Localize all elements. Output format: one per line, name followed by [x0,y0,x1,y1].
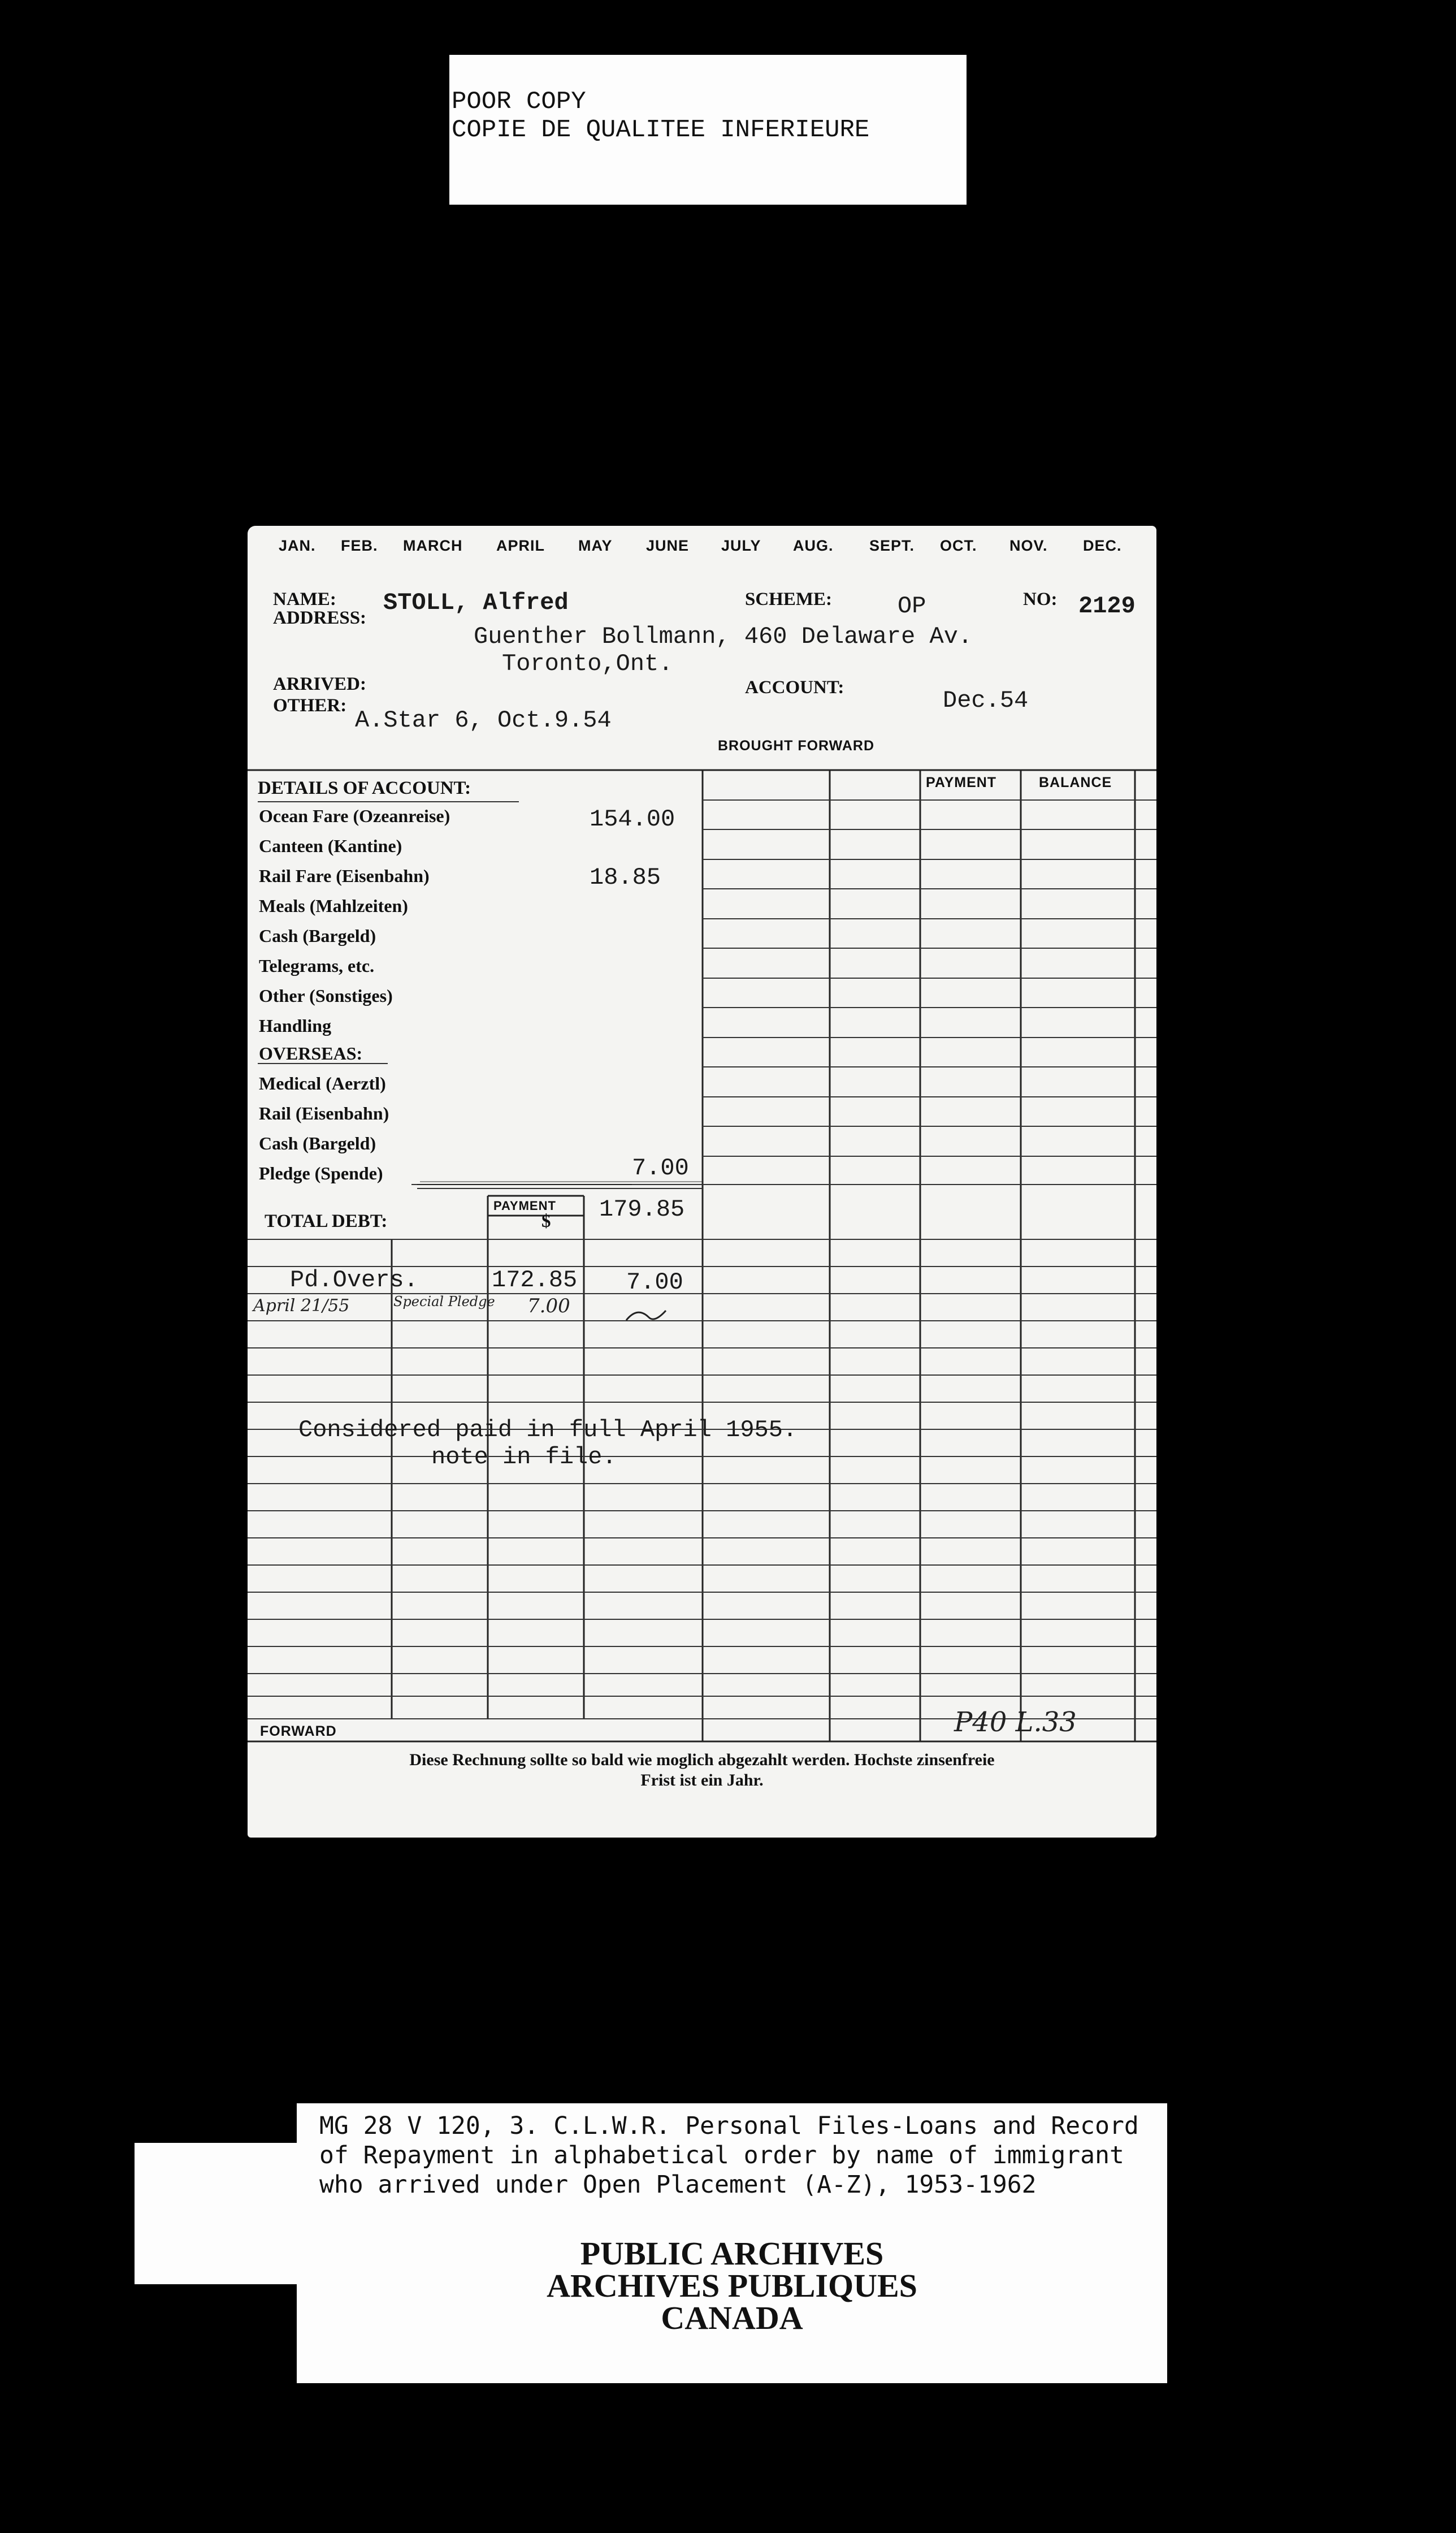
account-label: ACCOUNT: [745,677,844,698]
entry-payment: 172.85 [492,1266,578,1294]
page-reference: P40 L.33 [954,1706,1077,1738]
entry-balance: 7.00 [626,1269,683,1296]
poor-copy-text: POOR COPY [452,88,586,116]
month-dec: DEC. [1083,537,1122,554]
month-sept: SEPT. [869,537,915,554]
hand-entry-desc: Special Pledge [393,1294,495,1309]
month-may: MAY [578,537,613,554]
public-archives-title: PUBLIC ARCHIVES [580,2235,884,2272]
total-debt-value: 179.85 [599,1196,685,1223]
amount-ocean-fare: 154.00 [590,806,675,833]
entry-desc: Pd.Overs. [290,1266,418,1294]
month-june: JUNE [646,537,690,554]
details-header: DETAILS OF ACCOUNT: [258,778,471,798]
item-ocean-fare: Ocean Fare (Ozeanreise) [259,806,450,826]
month-aug: AUG. [793,537,834,554]
archive-label-tab [135,2143,310,2284]
item-meals: Meals (Mahlzeiten) [259,896,408,916]
total-debt-label: TOTAL DEBT: [265,1211,388,1231]
month-july: JULY [721,537,761,554]
item-other: Other (Sonstiges) [259,985,393,1006]
month-feb: FEB. [341,537,378,554]
amount-rail-fare: 18.85 [590,864,661,891]
item-telegrams: Telegrams, etc. [259,956,375,976]
archive-ref-line3: who arrived under Open Placement (A-Z), 1953-1962 [319,2171,1037,2199]
balance-header: BALANCE [1039,775,1112,790]
footer-note-line2: Frist ist ein Jahr. [640,1771,764,1789]
hand-entry-payment: 7.00 [527,1295,570,1317]
archive-ref-line1: MG 28 V 120, 3. C.L.W.R. Personal Files-Loans and Record [319,2112,1139,2140]
month-oct: OCT. [940,537,977,554]
footer-note-line1: Diese Rechnung sollte so bald wie moglich abgezahlt werden. Hochste zinsenfreie [409,1750,995,1769]
note-line1: Considered paid in full April 1955. [298,1416,798,1443]
canada-title: CANADA [661,2299,803,2336]
item-overseas-cash: Cash (Bargeld) [259,1133,376,1153]
item-medical: Medical (Aerztl) [259,1073,386,1093]
other-value: A.Star 6, Oct.9.54 [355,707,612,734]
month-march: MARCH [403,537,463,554]
name-value: STOLL, Alfred [383,589,569,616]
month-nov: NOV. [1009,537,1048,554]
months-header [248,537,1156,560]
item-pledge: Pledge (Spende) [259,1163,383,1183]
other-label: OTHER: [273,695,347,716]
forward-label: FORWARD [260,1723,337,1739]
account-value: Dec.54 [943,687,1029,714]
brought-forward-label: BROUGHT FORWARD [718,738,875,754]
month-jan: JAN. [279,537,316,554]
scheme-label: SCHEME: [745,589,833,610]
archive-ref-line2: of Repayment in alphabetical order by name of immigrant [319,2141,1124,2169]
card-number: 2129 [1078,593,1136,620]
item-cash: Cash (Bargeld) [259,926,376,946]
arrived-label: ARRIVED: [273,674,366,694]
note-line2: note in file. [431,1443,617,1471]
archive-label [297,2103,1167,2383]
item-canteen: Canteen (Kantine) [259,836,402,856]
poor-copy-label [449,55,967,205]
payment-subheader: PAYMENT [493,1199,556,1213]
address-line1: Guenther Bollmann, 460 Delaware Av. [474,623,973,650]
account-card [248,526,1156,1838]
scheme-value: OP [898,593,926,620]
address-line2: Toronto,Ont. [502,650,673,677]
no-label: NO: [1023,589,1058,610]
month-april: APRIL [496,537,545,554]
amount-pledge: 7.00 [632,1155,689,1182]
hand-entry-date: April 21/55 [253,1296,350,1316]
item-rail: Rail (Eisenbahn) [259,1103,389,1123]
address-label: ADDRESS: [273,608,367,628]
dollar-sign: $ [541,1211,551,1231]
item-overseas: OVERSEAS: [259,1043,363,1064]
name-label: NAME: [273,589,336,610]
payment-header: PAYMENT [926,775,997,790]
poor-copy-french-text: COPIE DE QUALITEE INFERIEURE [452,116,870,144]
item-rail-fare: Rail Fare (Eisenbahn) [259,866,430,886]
item-handling: Handling [259,1015,332,1036]
archives-publiques-title: ARCHIVES PUBLIQUES [547,2267,917,2304]
